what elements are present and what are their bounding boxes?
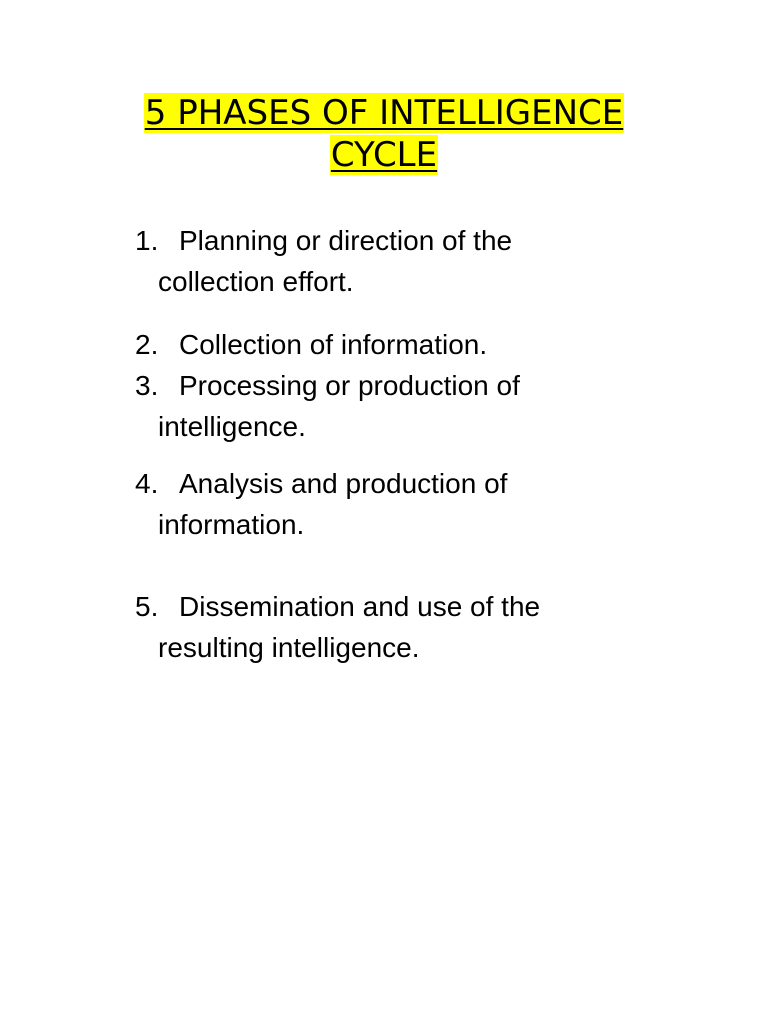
- title-line-2: CYCLE: [330, 135, 438, 175]
- list-item-number: 4.: [135, 468, 159, 499]
- list-item-text-continued: information.: [158, 509, 305, 540]
- list-item-text-continued: collection effort.: [158, 266, 354, 297]
- title-line-1: 5 PHASES OF INTELLIGENCE: [144, 93, 624, 133]
- list-item-text-continued: intelligence.: [158, 411, 306, 442]
- list-item: [135, 324, 695, 365]
- list-item-text: Analysis and production of: [179, 468, 508, 499]
- list-item-number: 1.: [135, 225, 159, 256]
- list-item-number: 3.: [135, 370, 159, 401]
- list-item-text: Collection of information.: [179, 329, 488, 360]
- list-item: [135, 365, 695, 447]
- list-item: [135, 463, 695, 545]
- list-item: [135, 586, 695, 668]
- list-item-text: Planning or direction of the: [179, 225, 513, 256]
- list-item-text-continued: resulting intelligence.: [158, 632, 420, 663]
- list-item-number: 5.: [135, 591, 159, 622]
- page-title: [0, 92, 768, 176]
- list-item-number: 2.: [135, 329, 159, 360]
- list-item: [135, 220, 695, 302]
- list-item-text: Processing or production of: [179, 370, 520, 401]
- list-item-text: Dissemination and use of the: [179, 591, 541, 622]
